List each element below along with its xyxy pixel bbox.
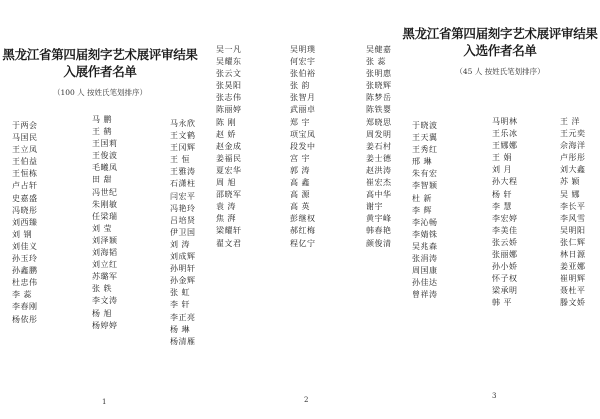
author-name: 王国莉 — [92, 139, 118, 149]
author-name: 卢彤彤 — [560, 153, 586, 163]
page-3-name-column-3 — [560, 116, 586, 310]
author-name: 李 辉 — [412, 205, 433, 215]
author-name: 刘海韬 — [92, 248, 118, 258]
author-name: 吴耀东 — [216, 57, 242, 67]
page-1-name-column-3 — [170, 118, 196, 348]
author-name: 李智颖 — [412, 181, 438, 191]
author-name: 王恒栋 — [12, 169, 38, 179]
author-name: 姜亚娜 — [560, 262, 586, 272]
author-name: 吕培贤 — [170, 215, 196, 225]
author-name: 毛曦凤 — [92, 163, 118, 173]
author-name: 曾祥涛 — [412, 290, 438, 300]
author-name: 孙大程 — [492, 177, 518, 187]
author-name: 高中华 — [366, 190, 392, 200]
author-name: 孙小娇 — [492, 262, 518, 272]
author-name: 姜士德 — [366, 153, 392, 163]
author-name: 杜忠伟 — [12, 278, 38, 288]
author-name: 吴 娜 — [560, 189, 581, 199]
author-name: 任梁瑞 — [92, 211, 118, 221]
author-name: 张志伟 — [216, 93, 242, 103]
author-name: 吴健嘉 — [366, 45, 392, 54]
author-name: 张晓辉 — [366, 81, 392, 91]
author-name: 张涓涛 — [412, 254, 438, 264]
author-name: 张云娇 — [492, 237, 518, 247]
author-name: 刘成辉 — [170, 252, 196, 262]
author-name: 朱有宏 — [412, 169, 438, 179]
author-name: 陈梦岳 — [366, 93, 392, 103]
author-name: 王雅涛 — [170, 167, 196, 177]
author-name: 李长平 — [560, 201, 586, 211]
page-1-subtitle: （100 人 按姓氏笔划排序） — [52, 88, 148, 97]
author-name: 周 旭 — [216, 178, 237, 188]
author-name: 陈丽婷 — [216, 105, 242, 115]
author-name: 李 轩 — [170, 300, 191, 310]
author-name: 马国民 — [12, 133, 38, 143]
page-2-name-column-1 — [216, 44, 242, 250]
author-name: 张 虹 — [170, 288, 191, 298]
author-name: 张丽娜 — [492, 250, 518, 260]
author-name: 段发中 — [290, 141, 316, 151]
author-name: 邢 琳 — [412, 157, 433, 167]
author-name: 梁承明 — [492, 286, 518, 296]
author-name: 王娜娜 — [492, 141, 518, 151]
author-name: 马明林 — [492, 117, 518, 126]
author-name: 田 甜 — [92, 175, 113, 185]
author-name: 何宏宇 — [290, 57, 316, 67]
author-name: 于晓波 — [412, 121, 438, 130]
author-name: 姜石村 — [366, 141, 392, 151]
author-name: 滕文娇 — [560, 298, 586, 308]
page-1-name-column-2 — [92, 114, 118, 332]
author-name: 吴兆森 — [412, 241, 438, 251]
author-name: 王伯益 — [12, 157, 38, 167]
author-name: 李文涛 — [92, 296, 118, 306]
author-name: 李春刚 — [12, 302, 38, 312]
author-name: 马 鹏 — [92, 115, 113, 124]
author-name: 赵金成 — [216, 141, 242, 151]
author-name: 刘立红 — [92, 260, 118, 270]
author-name: 孙佳达 — [412, 278, 438, 288]
author-name: 杨 琳 — [170, 324, 191, 334]
page-1 — [0, 0, 200, 419]
page-3-subtitle: （45 人 按姓氏笔划排序） — [455, 67, 545, 76]
page-1-title-line-2: 入展作者名单 — [63, 64, 137, 79]
author-name: 张伯裕 — [290, 69, 316, 79]
author-name: 张 蕊 — [366, 57, 387, 67]
page-1-name-column-1 — [12, 120, 38, 326]
author-name: 高 源 — [290, 190, 311, 200]
author-name: 王冈辉 — [170, 143, 196, 153]
author-name: 周发明 — [366, 129, 392, 139]
author-name: 姜福民 — [216, 153, 242, 163]
author-name: 孙玉玲 — [12, 254, 38, 264]
author-name: 王元奕 — [560, 129, 586, 139]
author-name: 孙明轩 — [170, 264, 196, 274]
author-name: 邵晓军 — [216, 190, 242, 200]
author-name: 项宝凤 — [290, 129, 316, 139]
author-name: 张 韵 — [290, 81, 311, 91]
author-name: 李 蕊 — [12, 290, 33, 300]
author-name: 王 恒 — [170, 155, 191, 165]
author-name: 谢宇 — [366, 202, 383, 212]
author-name: 杨 轩 — [492, 189, 513, 199]
author-name: 程亿宁 — [290, 238, 316, 248]
author-name: 赵 娇 — [216, 129, 237, 139]
author-name: 刘 莹 — [92, 223, 113, 233]
author-name: 高 鑫 — [290, 178, 311, 188]
page-2-name-column-3 — [366, 44, 392, 250]
author-name: 翟文君 — [216, 238, 242, 248]
author-name: 朱刚敏 — [92, 199, 118, 209]
author-name: 张智月 — [290, 93, 316, 103]
author-name: 苏璐军 — [92, 272, 118, 282]
author-name: 伊卫国 — [170, 227, 196, 237]
page-3-name-column-2 — [492, 116, 518, 310]
author-name: 孙鑫鹏 — [12, 266, 38, 276]
author-name: 冯艳玲 — [170, 203, 196, 213]
author-name: 孙金辉 — [170, 276, 196, 286]
author-name: 高 英 — [290, 202, 311, 212]
page-2 — [200, 0, 400, 419]
author-name: 于两会 — [12, 121, 38, 130]
author-name: 李风雪 — [560, 213, 586, 223]
author-name: 马永欣 — [170, 119, 196, 128]
page-3 — [400, 0, 600, 419]
author-name: 刘泽颖 — [92, 235, 118, 245]
author-name: 杜 新 — [412, 193, 433, 203]
author-name: 苏 颖 — [560, 177, 581, 187]
author-name: 王 洋 — [560, 117, 581, 126]
author-name: 袁 涛 — [216, 202, 237, 212]
author-name: 怀子权 — [492, 274, 518, 284]
author-name: 王 娟 — [492, 153, 513, 163]
author-name: 刘 涛 — [170, 239, 191, 249]
author-name: 聂杜平 — [560, 286, 586, 296]
author-name: 郭 涛 — [290, 165, 311, 175]
author-name: 吴明璞 — [290, 45, 316, 54]
author-name: 张昊阳 — [216, 81, 242, 91]
page-1-title-line-1: 黑龙江省第四届刻字艺术展评审结果 — [2, 47, 198, 62]
page-3-name-column-1 — [412, 120, 438, 301]
author-name: 王天翼 — [412, 133, 438, 143]
author-name: 赵洪涛 — [366, 165, 392, 175]
author-name: 郑 宇 — [290, 117, 311, 127]
author-name: 刘 钢 — [12, 229, 33, 239]
author-name: 张 轶 — [92, 284, 113, 294]
author-name: 王乐冰 — [492, 129, 518, 139]
author-name: 崔宏杰 — [366, 178, 392, 188]
author-name: 冯世纪 — [92, 187, 118, 197]
author-name: 黄宇峰 — [366, 214, 392, 224]
author-name: 王立凤 — [12, 145, 38, 155]
author-name: 郑晓思 — [366, 117, 392, 127]
author-name: 夏宏华 — [216, 165, 242, 175]
author-name: 焦 湃 — [216, 214, 237, 224]
author-name: 梁耀轩 — [216, 226, 242, 236]
author-name: 郝红梅 — [290, 226, 316, 236]
author-name: 李沁畅 — [412, 217, 438, 227]
author-name: 王秀红 — [412, 145, 438, 155]
author-name: 崔明辉 — [560, 274, 586, 284]
author-name: 杨婷婷 — [92, 320, 118, 330]
page-2-number: 2 — [304, 396, 309, 404]
author-name: 李美佳 — [492, 225, 518, 235]
author-name: 王 鹤 — [92, 127, 113, 137]
author-name: 张云文 — [216, 69, 242, 79]
author-name: 陈 刚 — [216, 117, 237, 127]
author-name: 王文鹤 — [170, 131, 196, 141]
author-name: 冯晓彤 — [12, 205, 38, 215]
author-name: 林日源 — [560, 250, 586, 260]
page-3-title-line-2: 入选作者名单 — [463, 43, 537, 58]
author-name: 杨 旭 — [92, 308, 113, 318]
author-name: 闫宏平 — [170, 191, 196, 201]
author-name: 彭继权 — [290, 214, 316, 224]
page-3-number: 3 — [492, 392, 497, 400]
author-name: 张明惠 — [366, 69, 392, 79]
author-name: 李婧铢 — [412, 229, 438, 239]
author-name: 杨依彤 — [12, 314, 38, 324]
author-name: 韩 平 — [492, 298, 513, 308]
page-3-title-line-1: 黑龙江省第四届刻字艺术展评审结果 — [402, 26, 598, 41]
author-name: 刘佳义 — [12, 241, 38, 251]
author-name: 陈铁婴 — [366, 105, 392, 115]
author-name: 宫 宇 — [290, 153, 311, 163]
author-name: 吴明阳 — [560, 225, 586, 235]
author-name: 吴一凡 — [216, 45, 242, 54]
author-name: 李 慧 — [492, 201, 513, 211]
author-name: 佘海洋 — [560, 141, 586, 151]
author-name: 李正亮 — [170, 312, 196, 322]
author-name: 史嘉盛 — [12, 193, 38, 203]
author-name: 刘大鑫 — [560, 165, 586, 175]
author-name: 王俊波 — [92, 151, 118, 161]
author-name: 武丽卓 — [290, 105, 316, 115]
author-name: 韩春艳 — [366, 226, 392, 236]
author-name: 李宏婷 — [492, 213, 518, 223]
author-name: 卢占轩 — [12, 181, 38, 191]
author-name: 杨清雁 — [170, 336, 196, 346]
page-1-number: 1 — [102, 398, 107, 406]
author-name: 颜俊清 — [366, 238, 392, 248]
author-name: 周国康 — [412, 266, 438, 276]
author-name: 刘 月 — [492, 165, 513, 175]
page-2-name-column-2 — [290, 44, 316, 250]
author-name: 张仁辉 — [560, 237, 586, 247]
author-name: 刘西臻 — [12, 217, 38, 227]
author-name: 石潇柱 — [170, 179, 196, 189]
